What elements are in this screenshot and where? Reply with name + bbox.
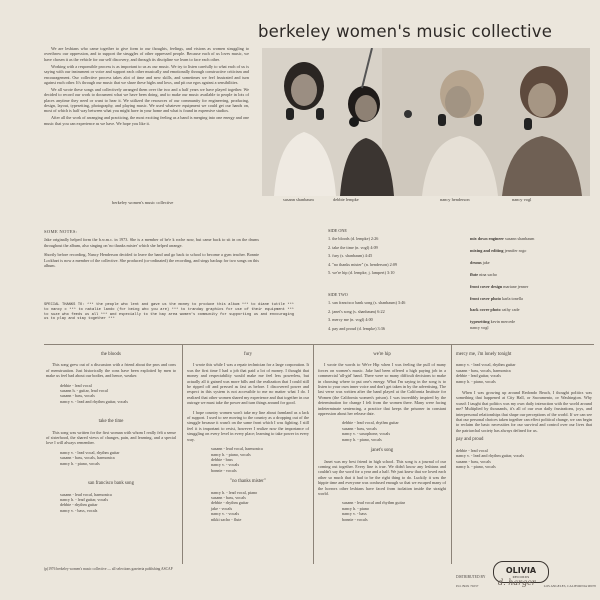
track-item: 4. "no thanks mister" (n. henderson) 2:09 [328,261,398,267]
song-title-take-the-time: take the time [98,419,124,425]
credit-row [470,296,595,301]
credit-line: susann - lead vocal and rhythm guitar [342,500,406,506]
credit-name: kevin mercede nancy vogl [470,319,516,330]
intro-text [44,46,249,128]
song-credits-sf-bank-song [46,492,176,514]
song-title-mercy-me: mercy me, i'm lonely tonight [456,352,512,357]
song-text-mercy-me: When I was growing up around Redondo Beach, I thought politics was something that happened at City Hall, or Sacramento, or Washington. Why wasn't I taught that politics was my own daily interaction with the world around me? Multiplied by thousands, it's all of our own daily frustrations, joys, and interpersonal relationships that shape our perceptions of the world. If we can see that our personal choices taken together can effect political change, we can begin to reclaim the basic necessities for our survival and control over our lives that the patriarchal society has always defined for us. [456,390,592,433]
credit-role: mix down engineer [470,236,504,241]
credit-line: bonnie - vocals [342,516,368,522]
divider-vertical [182,344,183,564]
divider-horizontal [44,344,594,345]
song-credits-were-hip [318,420,446,442]
credit-line: debbie - rhythm guitar [60,502,98,508]
credit-line: nancy h. - piano, vocals [456,378,496,384]
credit-line: debbie - lead vocal [456,447,488,453]
credit-line: nancy v. - lead and rhythm guitar, vocals [60,398,129,404]
credit-name: karla tonella [502,295,523,301]
credit-role: mixing and editing [470,247,504,253]
credit-line: susann - bass, vocals [456,458,491,464]
credits-list [470,236,595,337]
credit-line: susann - lead vocal, harmonica [60,491,112,497]
special-thanks: SPECIAL THANKS TO: *** the people who lent and gave us the money to produce this album *** to diane tuttle *** to nancy c *** to natalie lando (for being who you are) *** to tranday graphics for use of their equipment *** to suze who feeds us all *** and especially to the bay area women's community for supporting us and encouraging us to play and stay together *** [44,303,294,322]
track-item: 5. we're hip (d. lempke, j. lampert) 3:10 [328,270,395,276]
song-title-bloods: the bloods [101,352,121,357]
credit-line: nancy v. - lead vocal, rhythm guitar [456,362,516,368]
song-credits-janets-song [318,500,446,522]
address-left: P.O. BOX 70237 [456,584,479,588]
credit-line: debbie - lead vocal [60,382,92,388]
credit-name: nina sacho [479,271,497,277]
credit-row [470,236,595,241]
signature: berkeley women's music collective [112,200,174,205]
credit-role: back cover photo [470,307,501,313]
distributed-by-label: DISTRIBUTED BY [456,575,486,579]
credit-line: nancy h. - piano, vocals [211,451,251,457]
song-title-sf-bank-song: san francisco bank song [88,481,134,487]
band-photo-illustration [262,48,590,196]
song-title-pay-and-proud: pay and proud [456,437,484,443]
credit-line: jake - vocals [211,505,233,511]
credit-line: nancy v. - vocals [211,511,240,517]
credit-line: nancy v. - saxophone, vocals [342,431,391,437]
song-credits-bloods [46,383,176,405]
side-one-heading: SIDE ONE [328,228,347,233]
song-text-were-hip: I wrote the words to We're Hip when I was feeling the pull of many forces on women's music. Jake had been offered a high paying job in a commercial 'all-girl' band. There were so many difficult decisions to make in choosing where to put one's energy. What I'm saying in the song is to listen to your own inner voice and don't get taken in by the advertising. The last verse was written after the band played at the California Institute for Women (the California women's prison). I was incredibly inspired by the determination for change I felt from the women there. Many were facing indeterminate sentencing, a practice that keeps the prisoner in constant oppression about her release date. [318,362,446,417]
credit-role: typesetting [470,319,490,325]
credit-row [470,272,595,277]
some-notes [44,229,259,272]
credit-name: mariane jenner [503,283,529,289]
song-text-fury: I hope country women won't take my line about farmland as a lack of support. I used to see moving to the country as a dropping out of the struggle because it wasn't on the same front which I was fighting. I still feel it is important to resist, however I realize now the importance of struggling on every level in every place; learning to take power in every way. [187,409,309,442]
credit-line: nancy h. - lead guitar, vocals [60,496,109,502]
credit-row [470,284,595,289]
credit-line: susann - bass, vocals, harmonica [456,367,511,373]
column-1 [46,352,176,519]
credit-row [470,248,595,253]
intro-paragraph: We all wrote these songs and collectively arranged them over the two and a half years we have played together. We decided to record our work to document what we have been doing, and to make our music available to people in lots of places anytime they need or want to hear it. We utilized the resources of our community for engineering, producing, design, layout, typesetting, photography, and playing music. We used whatever equipment we could get our hands on, most of which is half way between what you might have in your home and what is found in expensive studios. [44,86,249,114]
song-text-janets-song: Janet was my best friend in high school. This song is a journal of our coming out together. Every line is true. We didn't know any lesbians and couldn't say the word for a year and a half. We just knew that we loved each other so much that it had to be the right thing to do. Luckily it was the hippie time and everyone was confused enough so that we escaped many of the horrors other lesbians have faced from isolation inside the straight world. [318,458,446,496]
credit-line: nancy v. - bass [342,511,367,517]
credit-row [470,307,595,312]
credit-line: susann - lead vocal, harmonica [211,446,263,452]
handwritten-signature: d. harger [498,578,536,587]
track-item: 2. take the time (n. vogl) 4:09 [328,244,378,250]
column-3 [318,352,446,528]
track-item: 3. fury (s. shanbaum) 4:45 [328,253,373,259]
credit-role: front cover design [470,283,503,289]
credit-name: susann shanbaum [505,236,535,241]
credit-line: nancy v. - vocals [211,462,240,468]
some-notes-paragraph: Jake originally helped form the b.w.m.c. in 1973. She is a member of be'e k roche now, but came back to sit in on the drums throughout the album, also singing on 'no thanks mister' which she helped arrange. [44,237,259,248]
track-item: 4. pay and proud (d. lempke) 3:36 [328,325,385,331]
caption-nancy-vogl: nancy vogl [512,197,532,202]
band-photo [262,48,590,196]
some-notes-heading: SOME NOTES: [44,229,78,234]
credit-line: nancy h. - piano, vocals [342,436,382,442]
credit-role: flute [470,271,479,277]
divider-vertical [313,344,314,564]
intro-paragraph: Working with a responsible process is as important to us as our music. We try to listen carefully to what each of us is saying with our instrument or voice and support each other musically and emotionally through constructive criticism and encouragement. Our collective process takes alot of time and new skills, and sometimes we feel frustrated and turn against each other. It's through our music that we share these highs and lows, and pit our egos against a sensibilities. [44,63,249,85]
song-credits-take-the-time [46,450,176,466]
credit-line: nikki sacho - flute [211,516,242,522]
page-title: berkeley women's music collective [258,22,553,41]
song-text-take-the-time: This song was written for the first woman with whom I really felt a sense of sisterhood, the shared views of changes, pain, and learning, and a special love I will always remember. [46,429,176,446]
song-credits-mercy-me [456,362,592,384]
copyright-footer: (p)1976 berkeley women's music collective — all selections gaseteria publishing ASCAP [44,567,173,571]
divider-vertical [451,344,452,564]
credit-line: nancy v. - lead and rhythm guitar, vocals [456,453,525,459]
credit-line: susann - bass, vocals [60,393,95,399]
track-item: 2. janet's song (s. shanbaum) 6:22 [328,308,385,314]
credit-line: nancy h. - piano [342,505,369,511]
credit-line: susann - bass, vocals, harmonica [60,455,115,461]
song-title-no-thanks-mister: "no thanks mister" [230,479,266,485]
address-right: LOS ANGELES, CALIFORNIA 90070 [543,584,596,588]
credit-name: cathy cade [501,307,520,313]
song-credits-fury [187,446,309,473]
credit-line: nancy h. - piano, vocals [60,460,100,466]
credit-role: drums [470,259,482,265]
credit-line: debbie - rhythm guitar [211,500,249,506]
credit-line: debbie - lead guitar, vocals [456,373,502,379]
credit-role: front cover photo [470,295,502,301]
song-title-were-hip: we're hip [373,352,391,357]
column-4 [456,352,592,475]
credit-line: nancy h. - lead vocal, piano [211,489,258,495]
track-item: 1. the bloods (d. lempke) 2:26 [328,236,379,242]
credit-line: susann h. - guitar, lead vocal [60,388,108,394]
song-credits-no-thanks-mister [187,490,309,522]
credit-line: bonnie - vocals [211,467,237,473]
track-item: 3. mercy me (n. vogl) 4:00 [328,317,373,323]
logo-main-text: OLIVIA [505,565,537,575]
side-two [328,292,463,334]
caption-susann: susann shanbaum [283,197,314,202]
credit-line: susann - bass, vocals [211,494,246,500]
side-two-heading: SIDE TWO [328,292,348,297]
song-title-fury: fury [244,352,252,357]
intro-paragraph: We are lesbians who came together to give form to our thoughts, feelings, and visions as women struggling to overthrow our oppression, and to support the struggles of other oppressed people. Because each of us loves music, we have chosen it as the vehicle for our self discovery, and through its discipline we learn to face each other. [44,46,249,62]
credit-line: debbie - bass [211,456,233,462]
column-2 [187,352,309,528]
credit-row [470,260,595,265]
intro-paragraph: After all the work of arranging and practicing, the most exciting feeling as a band is merging into one energy and one music that you can experience as we have. We hope you like it. [44,115,249,126]
credit-row [470,319,595,330]
track-item: 1. san francisco bank song (s. shanbaum) 3:46 [328,300,406,306]
some-notes-paragraph: Shortly before recording, Nancy Henderson decided to leave the band and go back to school to become a gym teacher. Bonnie Lockhart is now a member of the collective. She produced (co-ordinated) the recording, and sings backup for two songs on this album. [44,252,259,269]
credit-name: jake [482,259,490,265]
song-text-fury: I wrote this while I was a repair technician for a large corporation. It was the first time I had a job that paid a lot of money. I thought that money and respectability would make me feel less powerless, but actually all it gained was more bills and the realization that I could still be ripped off and pressed as fast as before. I discovered power and respect in this system is not accessible to me no matter what I do. I realized that other women shared my experience and that together in our outrage we must take the power and turn things around for good. [187,362,309,406]
credit-line: susann - bass, vocals [342,425,377,431]
song-title-janets-song: janet's song [370,448,394,454]
side-one [328,228,463,278]
credit-line: nancy v. - bass, vocals [60,507,98,513]
credit-line: nancy h. - piano, vocals [456,463,496,469]
logo-sub-text: RECORDS [512,574,530,579]
credit-line: nancy v. - lead vocal, rhythm guitar [60,449,120,455]
caption-nancy-henderson: nancy henderson [440,197,470,202]
credit-name: jennifer rogo [504,247,527,253]
caption-debbie: debbie lempke [333,197,359,202]
song-text-bloods: This song grew out of a discussion with a friend about the pros and cons of menstruation. Just historically the cons have been exploited by men to make us feel bad about our bodies, and hence, weaker. [46,362,176,379]
song-credits-pay-and-proud [456,448,592,470]
credit-line: debbie - lead vocal, rhythm guitar [342,420,399,426]
